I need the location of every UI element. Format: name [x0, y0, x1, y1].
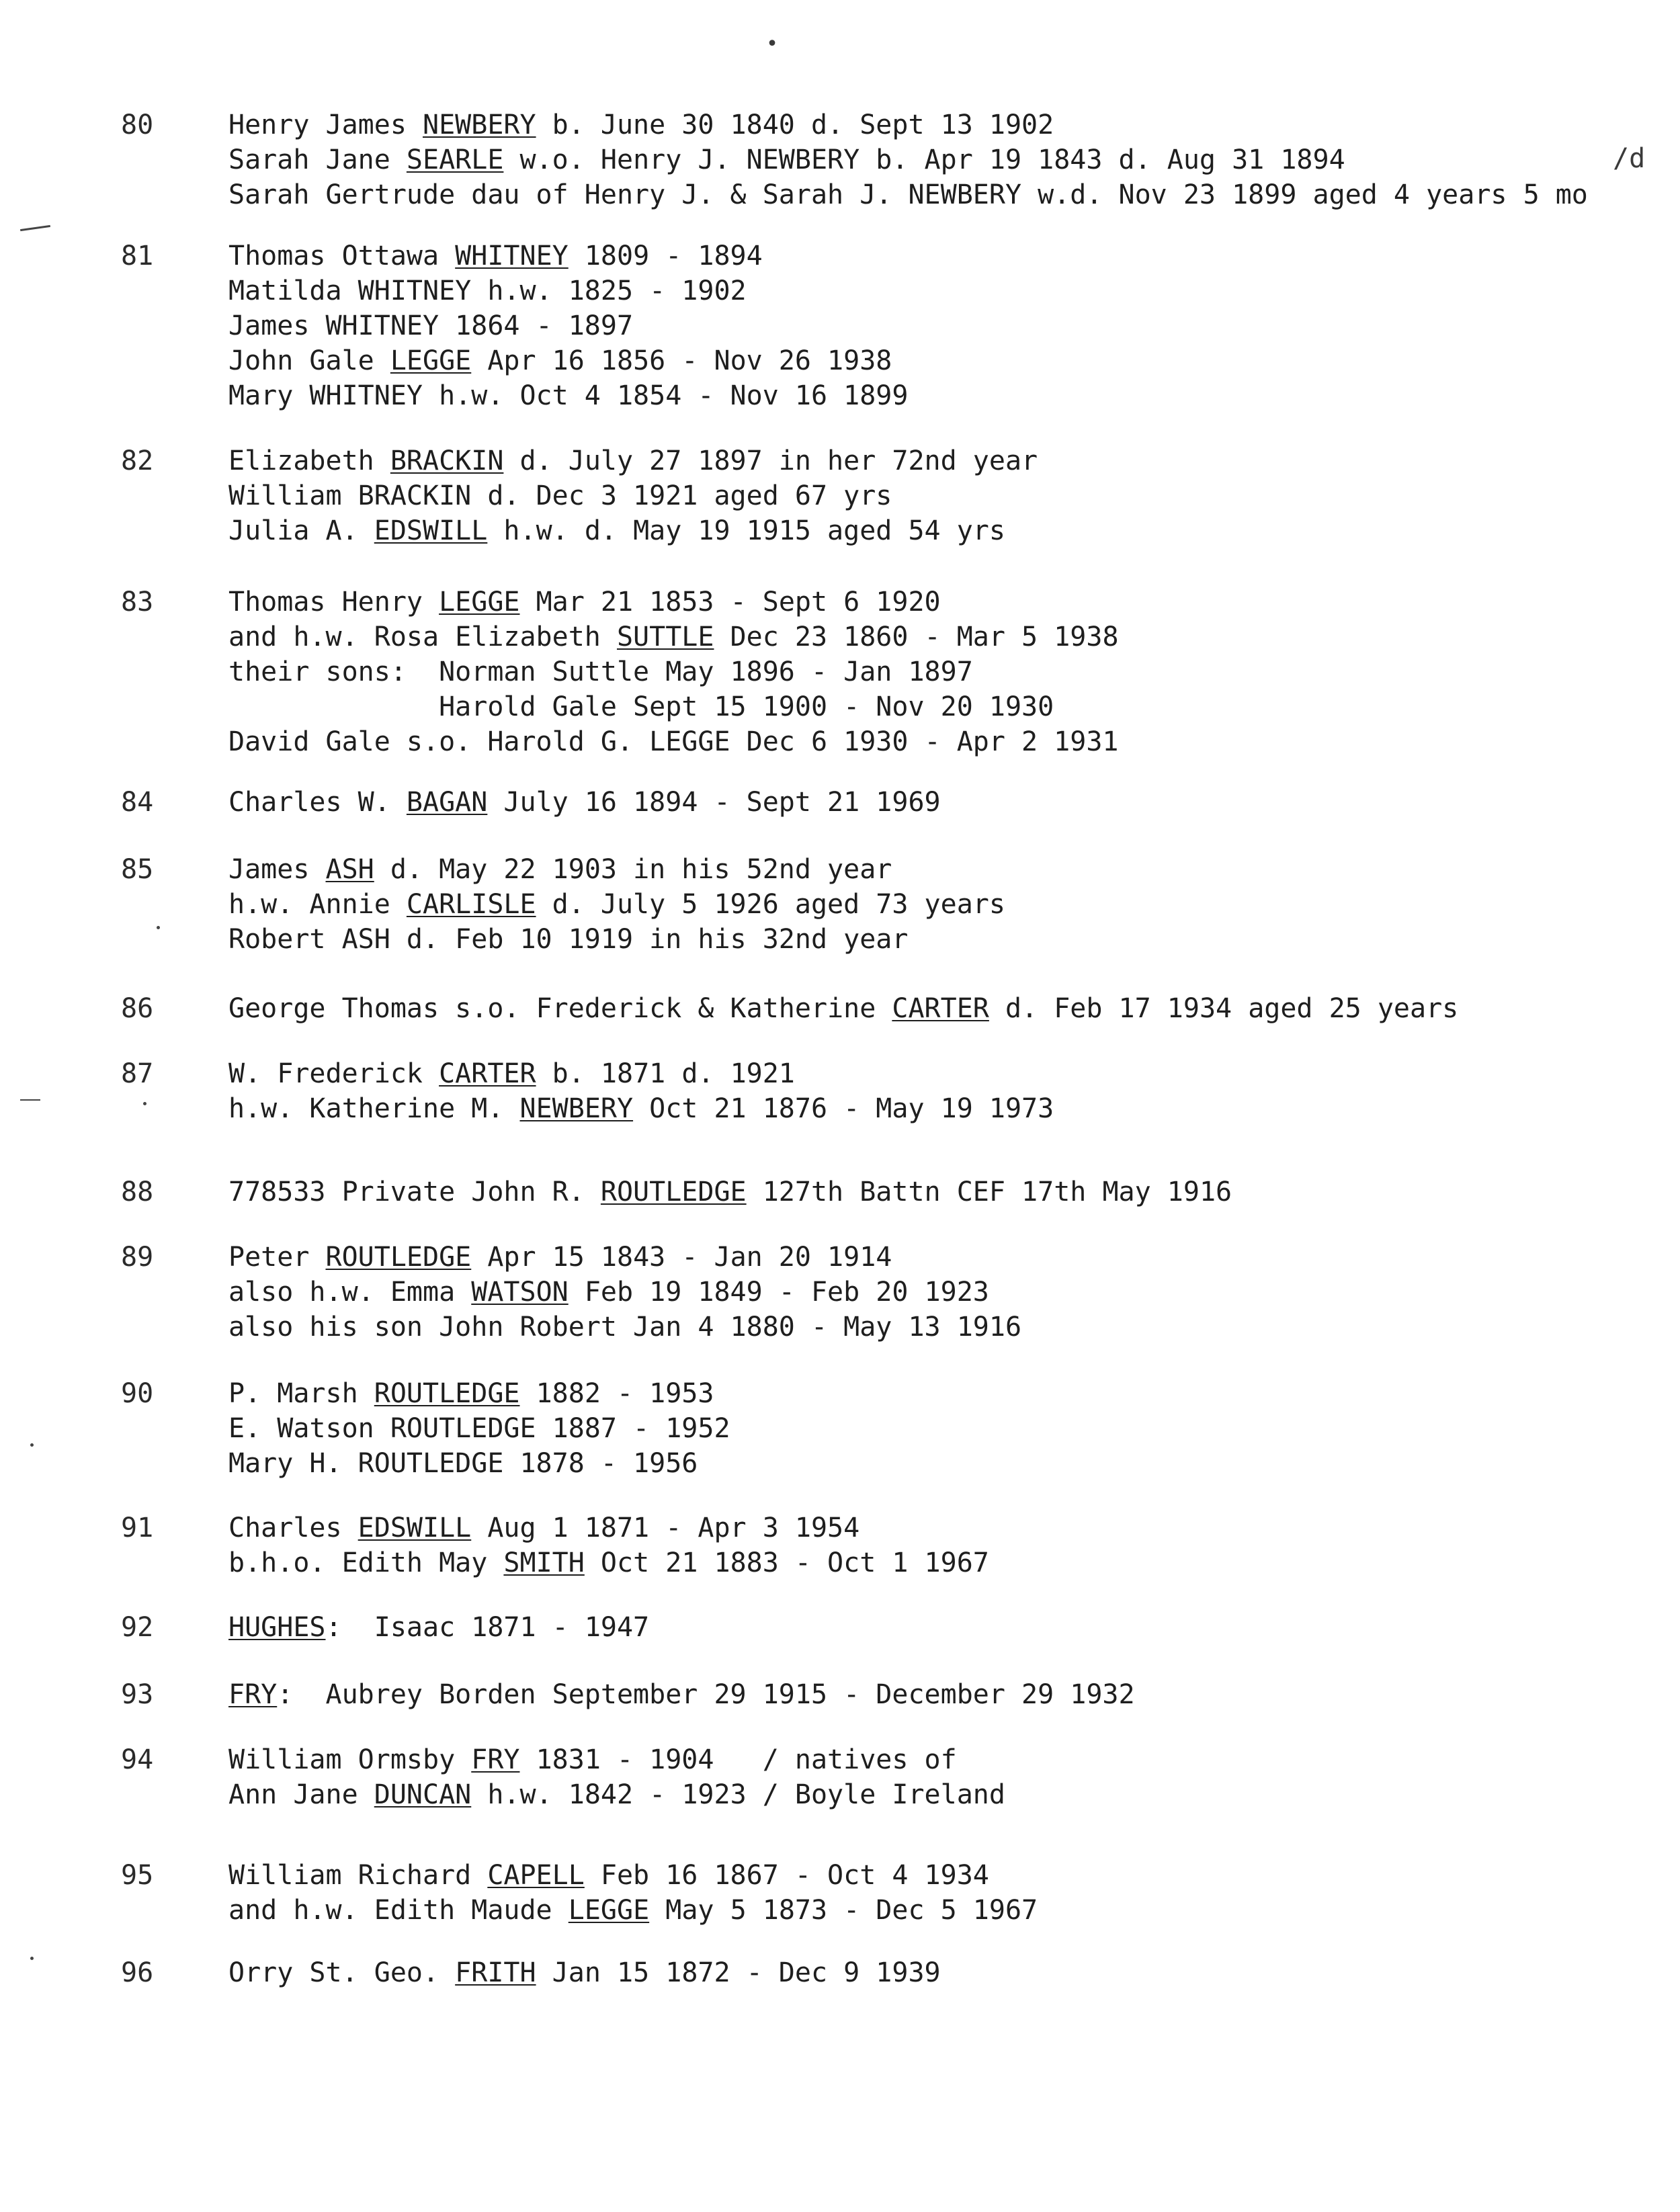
entry-number: 82 — [121, 445, 154, 476]
entry-number: 96 — [121, 1957, 154, 1988]
line-text: James — [228, 854, 326, 885]
surname: BAGAN — [406, 787, 488, 818]
surname: ROUTLEDGE — [374, 1378, 520, 1409]
entry-line — [228, 1275, 1640, 1310]
line-text: William BRACKIN d. Dec 3 1921 aged 67 yrs — [228, 480, 892, 511]
surname: WATSON — [471, 1277, 569, 1308]
surname: CARTER — [892, 993, 989, 1024]
line-text: Thomas Ottawa — [228, 241, 456, 271]
line-text: d. May 22 1903 in his 52nd year — [374, 854, 892, 885]
entry-line — [228, 1677, 1640, 1712]
entry-line — [228, 1446, 1640, 1481]
line-text: Dec 23 1860 - Mar 5 1938 — [714, 622, 1119, 652]
line-text: 127th Battn CEF 17th May 1916 — [746, 1177, 1232, 1207]
entry-line — [228, 654, 1640, 689]
line-text: d. July 5 1926 aged 73 years — [536, 889, 1005, 920]
line-text: Aug 1 1871 - Apr 3 1954 — [471, 1513, 860, 1543]
entry-line — [228, 1858, 1640, 1893]
line-text: h.w. d. May 19 1915 aged 54 yrs — [487, 515, 1005, 546]
entry-number: 94 — [121, 1744, 154, 1775]
entry-line — [228, 273, 1640, 308]
entry-number: 83 — [121, 587, 154, 618]
surname: CARLISLE — [406, 889, 536, 920]
line-text: and h.w. Rosa Elizabeth — [228, 622, 617, 652]
line-text: d. July 27 1897 in her 72nd year — [503, 445, 1038, 476]
entry-lines — [228, 852, 1640, 957]
entry-line — [228, 1240, 1640, 1275]
surname: WHITNEY — [455, 241, 569, 271]
line-text: Robert ASH d. Feb 10 1919 in his 32nd year — [228, 924, 909, 955]
entry-line — [228, 852, 1640, 887]
entry-number: 93 — [121, 1679, 154, 1710]
entry-lines — [228, 1610, 1640, 1645]
line-text: Harold Gale Sept 15 1900 - Nov 20 1930 — [228, 691, 1054, 722]
line-text: and h.w. Edith Maude — [228, 1895, 569, 1926]
line-text: 778533 Private John R. — [228, 1177, 601, 1207]
entry-line — [228, 1091, 1640, 1126]
surname: HUGHES — [228, 1612, 326, 1643]
margin-dot-2 — [143, 1102, 146, 1105]
entry-line — [228, 239, 1640, 273]
line-text: May 5 1873 - Dec 5 1967 — [649, 1895, 1038, 1926]
line-text: h.w. Annie — [228, 889, 407, 920]
line-text: P. Marsh — [228, 1378, 374, 1409]
entry-lines — [228, 1677, 1640, 1712]
entry-line — [228, 378, 1640, 413]
surname: FRY — [228, 1679, 278, 1710]
entry-number: 91 — [121, 1513, 154, 1543]
line-text: w.o. Henry J. NEWBERY b. Apr 19 1843 d. Aug 31 1894 — [503, 144, 1345, 175]
surname: CAPELL — [487, 1860, 585, 1891]
entry-number: 92 — [121, 1612, 154, 1643]
line-text: George Thomas s.o. Frederick & Katherine — [228, 993, 892, 1024]
surname: SUTTLE — [616, 622, 714, 652]
line-text: 1882 - 1953 — [519, 1378, 714, 1409]
line-text: their sons: Norman Suttle May 1896 - Jan 1897 — [228, 656, 973, 687]
entry-lines — [228, 785, 1640, 820]
entry-line — [228, 689, 1640, 724]
margin-dot-4 — [30, 1957, 34, 1960]
entry-number: 84 — [121, 787, 154, 818]
line-text: Elizabeth — [228, 445, 390, 476]
surname: LEGGE — [390, 345, 472, 376]
line-text: b. 1871 d. 1921 — [536, 1058, 795, 1089]
entry-line — [228, 308, 1640, 343]
entry-number: 80 — [121, 110, 154, 140]
line-text: William Richard — [228, 1860, 488, 1891]
line-text: Sarah Jane — [228, 144, 407, 175]
entry-lines — [228, 585, 1640, 759]
surname: FRY — [471, 1744, 520, 1775]
line-text: W. Frederick — [228, 1058, 439, 1089]
entry-line — [228, 343, 1640, 378]
entry-line — [228, 724, 1640, 759]
entry-line — [228, 443, 1640, 478]
surname: BRACKIN — [390, 445, 504, 476]
line-text: Mary WHITNEY h.w. Oct 4 1854 - Nov 16 1899 — [228, 380, 909, 411]
entry-line — [228, 785, 1640, 820]
entry-lines — [228, 239, 1640, 413]
line-text: Feb 19 1849 - Feb 20 1923 — [568, 1277, 989, 1308]
line-text: Charles W. — [228, 787, 407, 818]
line-text: 1809 - 1894 — [568, 241, 763, 271]
entry-line — [228, 478, 1640, 513]
entry-line — [228, 585, 1640, 620]
margin-dash-1 — [20, 225, 50, 231]
line-text: Matilda WHITNEY h.w. 1825 - 1902 — [228, 275, 747, 306]
entry-number: 89 — [121, 1242, 154, 1273]
entry-line — [228, 1411, 1640, 1446]
line-text: also his son John Robert Jan 4 1880 - May 13 1916 — [228, 1312, 1022, 1343]
entry-lines — [228, 1376, 1640, 1481]
entry-line — [228, 142, 1640, 177]
line-text: Julia A. — [228, 515, 374, 546]
entry-line — [228, 1545, 1640, 1580]
entry-lines — [228, 1858, 1640, 1928]
line-text: also h.w. Emma — [228, 1277, 472, 1308]
line-text: Thomas Henry — [228, 587, 439, 618]
surname: LEGGE — [568, 1895, 650, 1926]
surname: CARTER — [439, 1058, 536, 1089]
entry-lines — [228, 1511, 1640, 1580]
surname: ROUTLEDGE — [600, 1177, 747, 1207]
entry-line — [228, 1777, 1640, 1812]
entry-number: 87 — [121, 1058, 154, 1089]
surname: EDSWILL — [374, 515, 488, 546]
line-text: : Aubrey Borden September 29 1915 - December 29 1932 — [277, 1679, 1135, 1710]
surname: EDSWILL — [358, 1513, 472, 1543]
entry-line — [228, 887, 1640, 922]
entry-line — [228, 922, 1640, 957]
entry-line — [228, 620, 1640, 654]
entry-lines — [228, 108, 1640, 212]
surname: DUNCAN — [374, 1779, 472, 1810]
surname: FRITH — [455, 1957, 536, 1988]
surname: ASH — [325, 854, 374, 885]
line-text: John Gale — [228, 345, 390, 376]
entry-number: 81 — [121, 241, 154, 271]
line-text: d. Feb 17 1934 aged 25 years — [989, 993, 1459, 1024]
entry-line — [228, 1175, 1640, 1209]
entry-line — [228, 1310, 1640, 1345]
entry-line — [228, 177, 1640, 212]
line-text: h.w. Katherine M. — [228, 1093, 520, 1124]
entry-number: 95 — [121, 1860, 154, 1891]
line-text: James WHITNEY 1864 - 1897 — [228, 310, 634, 341]
entry-line — [228, 1610, 1640, 1645]
line-text: Sarah Gertrude dau of Henry J. & Sarah J. NEWBERY w.d. Nov 23 1899 aged 4 years 5 mo — [228, 179, 1588, 210]
surname: LEGGE — [439, 587, 520, 618]
entry-lines — [228, 1056, 1640, 1126]
entry-lines — [228, 1175, 1640, 1209]
margin-note: /d — [1613, 143, 1646, 174]
entry-line — [228, 1056, 1640, 1091]
entry-number: 90 — [121, 1378, 154, 1409]
surname: SMITH — [503, 1547, 585, 1578]
line-text: Peter — [228, 1242, 326, 1273]
line-text: h.w. 1842 - 1923 / Boyle Ireland — [471, 1779, 1005, 1810]
surname: NEWBERY — [422, 110, 536, 140]
entry-number: 85 — [121, 854, 154, 885]
line-text: Jan 15 1872 - Dec 9 1939 — [536, 1957, 941, 1988]
entry-number: 86 — [121, 993, 154, 1024]
margin-dot-1 — [157, 926, 160, 929]
line-text: Henry James — [228, 110, 423, 140]
entry-line — [228, 991, 1640, 1026]
surname: NEWBERY — [519, 1093, 634, 1124]
line-text: b.h.o. Edith May — [228, 1547, 504, 1578]
line-text: William Ormsby — [228, 1744, 472, 1775]
line-text: : Isaac 1871 - 1947 — [325, 1612, 650, 1643]
line-text: Mar 21 1853 - Sept 6 1920 — [519, 587, 941, 618]
line-text: Oct 21 1876 - May 19 1973 — [633, 1093, 1054, 1124]
entry-line — [228, 1376, 1640, 1411]
margin-dash-2 — [20, 1099, 40, 1101]
surname: SEARLE — [406, 144, 504, 175]
entry-line — [228, 1742, 1640, 1777]
top-mark: • — [766, 32, 779, 56]
margin-dot-3 — [30, 1443, 34, 1447]
line-text: b. June 30 1840 d. Sept 13 1902 — [536, 110, 1054, 140]
entry-lines — [228, 991, 1640, 1026]
line-text: July 16 1894 - Sept 21 1969 — [487, 787, 941, 818]
line-text: Apr 15 1843 - Jan 20 1914 — [471, 1242, 892, 1273]
line-text: E. Watson ROUTLEDGE 1887 - 1952 — [228, 1413, 730, 1444]
entry-line — [228, 513, 1640, 548]
line-text: Apr 16 1856 - Nov 26 1938 — [471, 345, 892, 376]
line-text: Charles — [228, 1513, 358, 1543]
entry-line — [228, 1511, 1640, 1545]
entry-lines — [228, 1742, 1640, 1812]
line-text: 1831 - 1904 / natives of — [519, 1744, 957, 1775]
line-text: Ann Jane — [228, 1779, 374, 1810]
entry-lines — [228, 443, 1640, 548]
entry-line — [228, 108, 1640, 142]
line-text: Feb 16 1867 - Oct 4 1934 — [584, 1860, 989, 1891]
entry-line — [228, 1893, 1640, 1928]
entry-number: 88 — [121, 1177, 154, 1207]
line-text: Orry St. Geo. — [228, 1957, 456, 1988]
surname: ROUTLEDGE — [325, 1242, 472, 1273]
line-text: Oct 21 1883 - Oct 1 1967 — [584, 1547, 989, 1578]
entry-lines — [228, 1240, 1640, 1345]
entry-line — [228, 1955, 1640, 1990]
line-text: Mary H. ROUTLEDGE 1878 - 1956 — [228, 1448, 698, 1479]
entry-lines — [228, 1955, 1640, 1990]
line-text: David Gale s.o. Harold G. LEGGE Dec 6 1930 - Apr 2 1931 — [228, 726, 1119, 757]
